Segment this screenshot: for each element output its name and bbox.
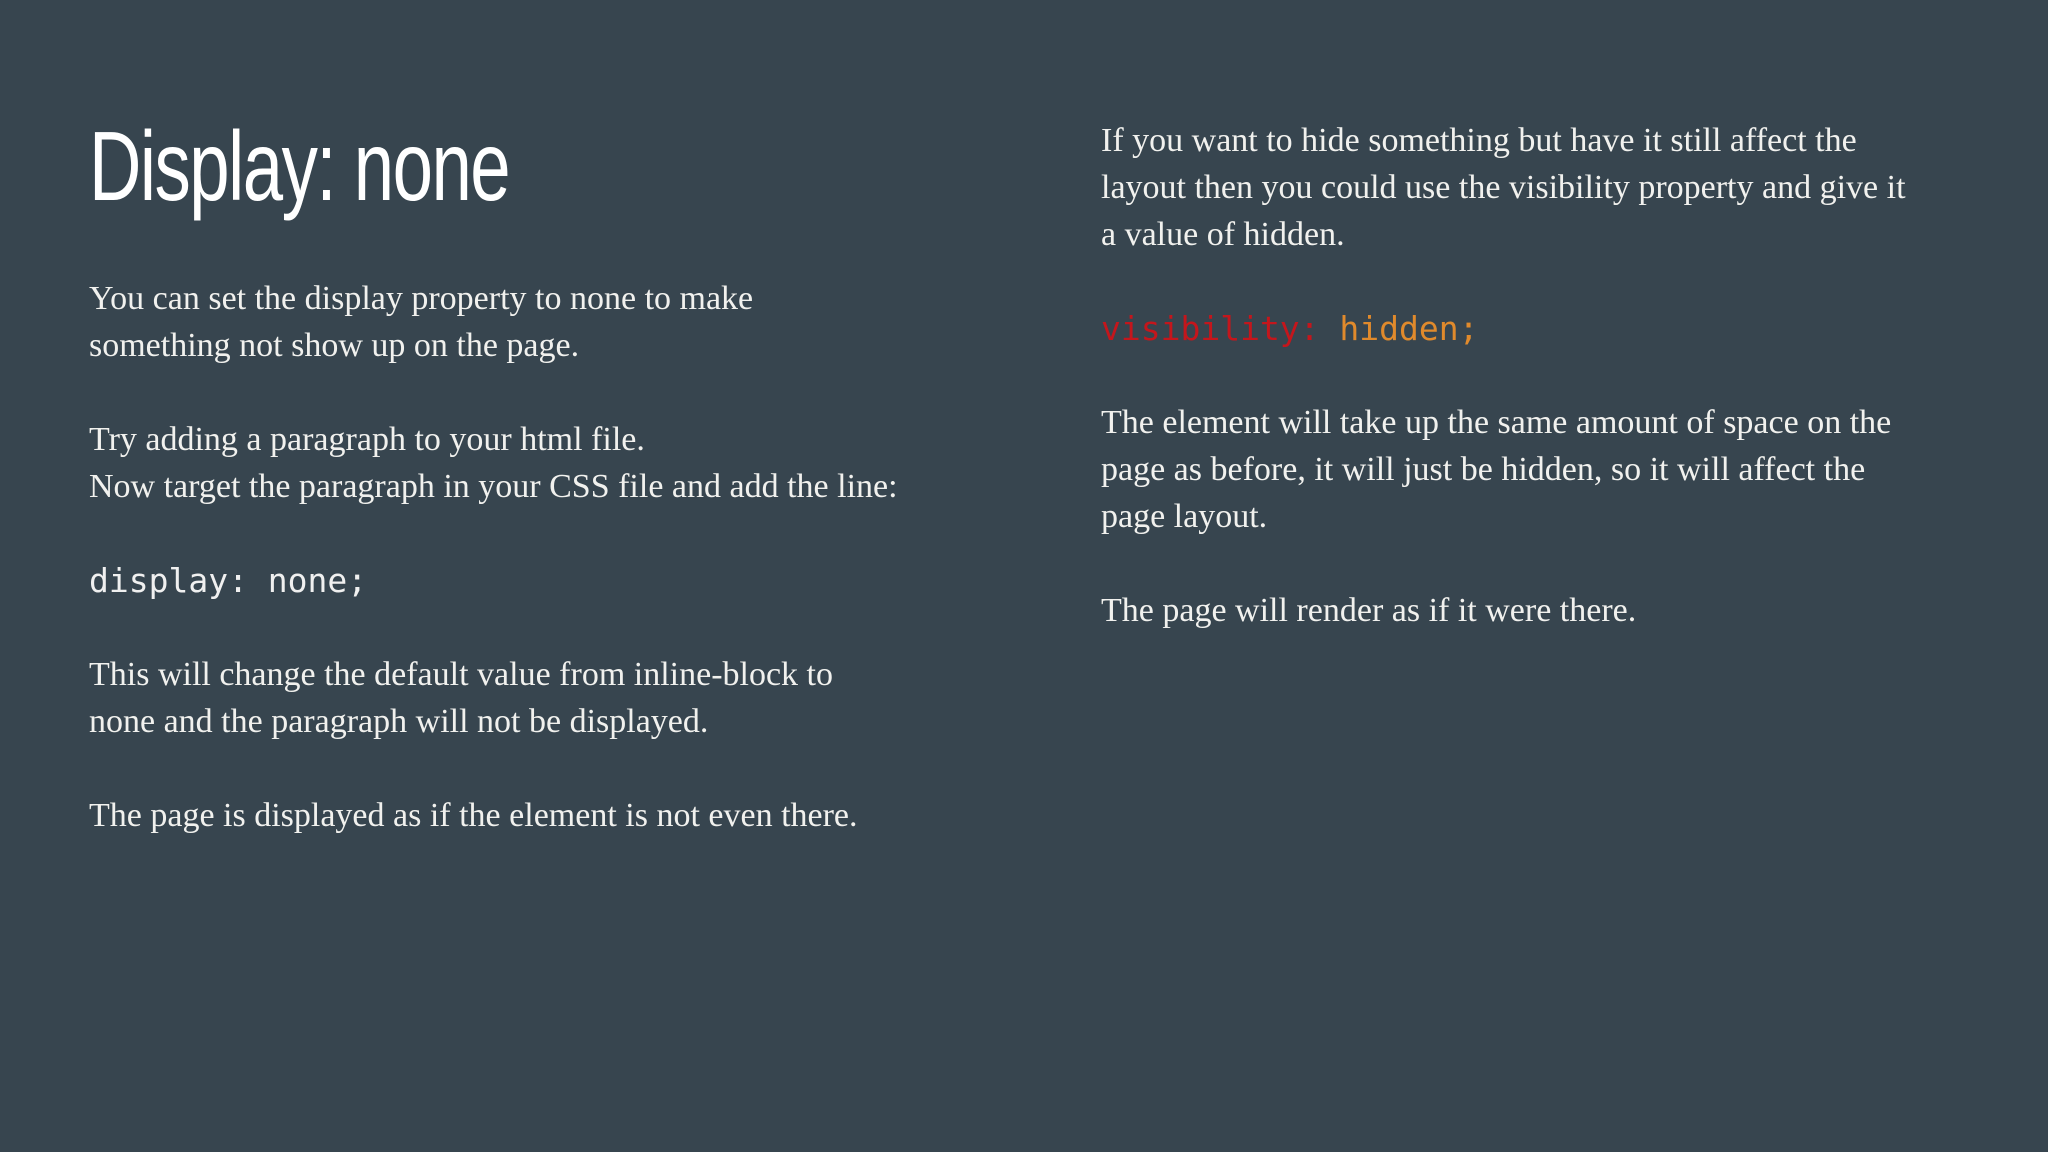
text-line: page as before, it will just be hidden, so it will affect the <box>1101 451 1866 488</box>
code-value: hidden; <box>1319 309 1479 348</box>
right-paragraph-3 <box>1101 587 2001 634</box>
text-line: The page is displayed as if the element is not even there. <box>89 797 858 834</box>
text-line: The element will take up the same amount of space on the <box>1101 404 1892 441</box>
left-paragraph-4 <box>89 792 989 839</box>
slide-title: Display: none <box>89 111 510 221</box>
text-line: layout then you could use the visibility property and give it <box>1101 169 1906 206</box>
text-line: If you want to hide something but have it still affect the <box>1101 122 1857 159</box>
text-line: page layout. <box>1101 498 1268 535</box>
text-line: something not show up on the page. <box>89 327 580 364</box>
left-paragraph-3 <box>89 651 989 745</box>
right-column <box>1101 117 2001 681</box>
code-property: visibility: <box>1101 309 1320 348</box>
text-line: Now target the paragraph in your CSS file and add the line: <box>89 468 898 505</box>
code-snippet-display: display: none; <box>89 561 368 600</box>
right-paragraph-2 <box>1101 399 2001 540</box>
left-paragraph-1 <box>89 275 989 369</box>
code-snippet-visibility <box>1101 305 2001 352</box>
text-line: none and the paragraph will not be displayed. <box>89 703 709 740</box>
text-line: This will change the default value from inline-block to <box>89 656 833 693</box>
left-column <box>89 275 989 886</box>
right-paragraph-1 <box>1101 117 2001 258</box>
text-line: a value of hidden. <box>1101 216 1345 253</box>
left-paragraph-2 <box>89 416 989 510</box>
text-line: The page will render as if it were there. <box>1101 592 1637 629</box>
text-line: Try adding a paragraph to your html file. <box>89 421 645 458</box>
text-line: You can set the display property to none to make <box>89 280 754 317</box>
